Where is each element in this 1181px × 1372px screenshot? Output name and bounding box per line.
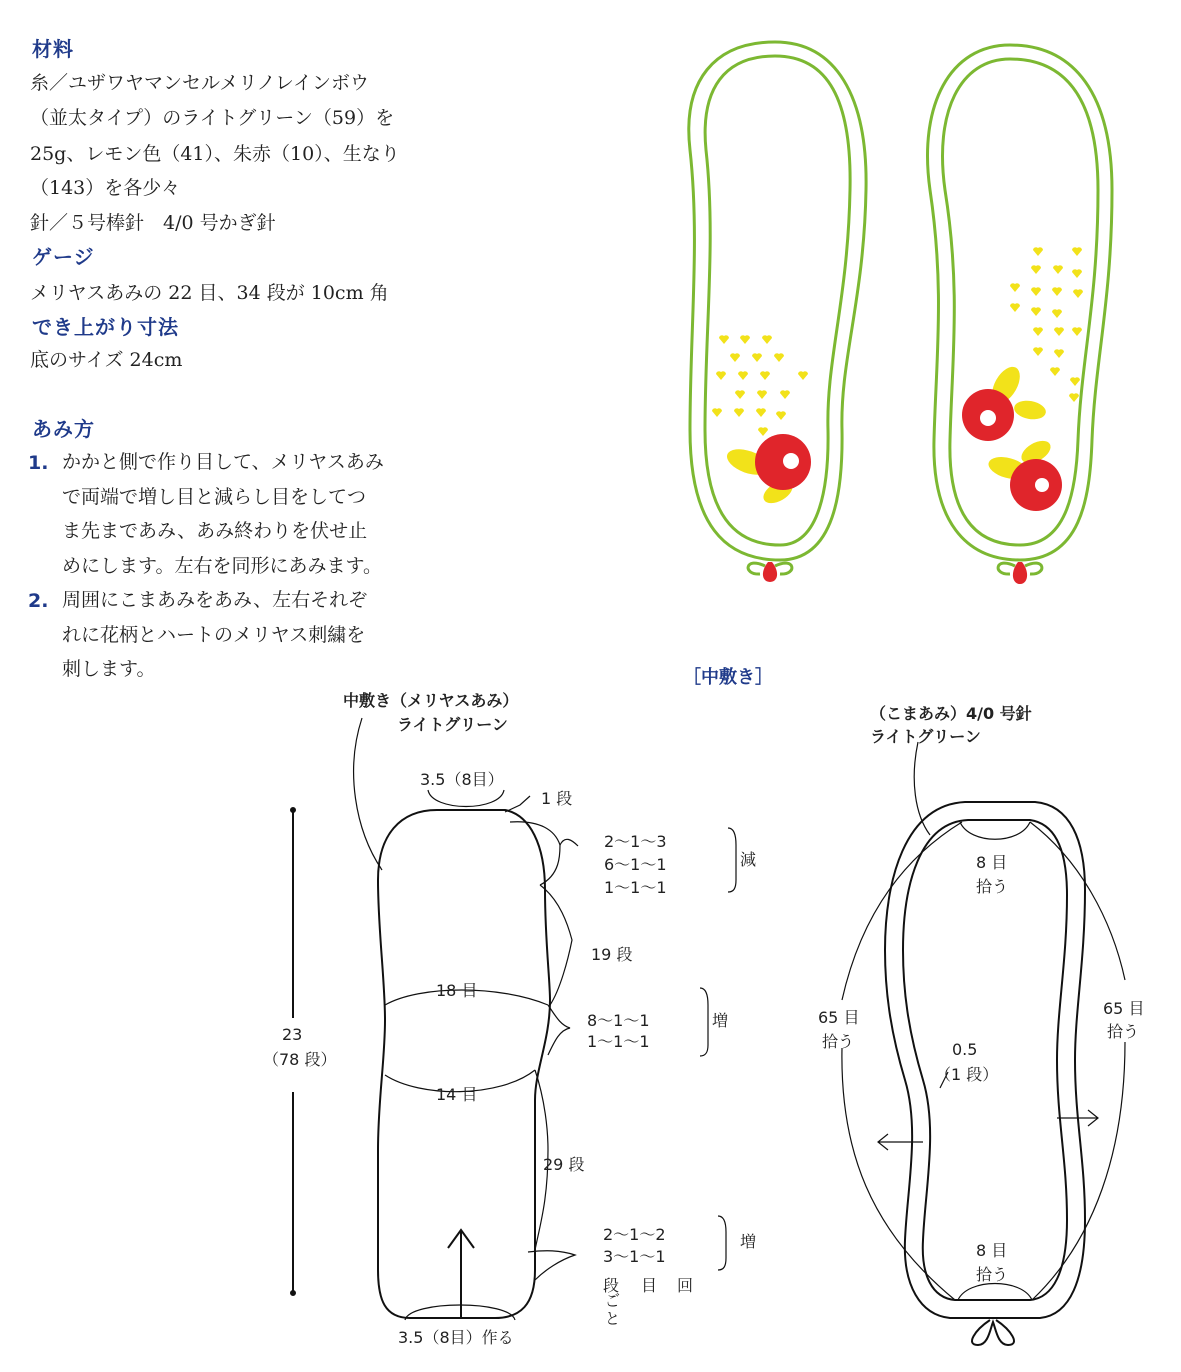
bottom-pick-label: 拾う bbox=[976, 1265, 1009, 1284]
step-line: で両端で増し目と減らし目をしてつ bbox=[62, 485, 367, 508]
step-line: ま先まであみ、あみ終わりを伏せ止 bbox=[62, 520, 368, 542]
column-header-times: 回 bbox=[677, 1276, 694, 1295]
gauge-text: メリヤスあみの 22 目、34 段が 10cm 角 bbox=[30, 282, 389, 304]
materials-line: （並太タイプ）のライトグリーン（59）を bbox=[30, 107, 395, 129]
border-callout-label: （こまあみ）4/0 号針 bbox=[870, 704, 1032, 723]
callout-label: 中敷き（メリヤスあみ） bbox=[343, 691, 519, 710]
length-rows-label: （78 段） bbox=[263, 1050, 337, 1069]
materials-line: （143）を各少々 bbox=[30, 177, 181, 199]
border-width-label: 0.5 bbox=[952, 1040, 978, 1059]
right-heart-pattern bbox=[1010, 247, 1083, 402]
top-pick-label: 拾う bbox=[976, 877, 1009, 896]
right-flower-motif bbox=[962, 362, 1062, 511]
column-header-stitches: 目 bbox=[641, 1276, 658, 1295]
increase-label: 増 bbox=[712, 1011, 729, 1030]
finished-size-text: 底のサイズ 24cm bbox=[30, 349, 183, 371]
decrease-label: 減 bbox=[740, 850, 757, 869]
yarn-color-label: ライトグリーン bbox=[397, 715, 508, 734]
step-number: 2. bbox=[28, 590, 49, 612]
finished-size-heading: でき上がり寸法 bbox=[32, 315, 179, 339]
right-pick-label: 65 目 bbox=[1103, 999, 1145, 1018]
materials-line: 糸／ユザワヤマンセルメリノレインボウ bbox=[30, 72, 369, 94]
inc-row-label: 2～1～2 bbox=[603, 1225, 666, 1244]
step-line: かかと側で作り目して、メリヤスあみ bbox=[62, 451, 384, 473]
top-pick-label: 8 目 bbox=[976, 853, 1008, 872]
dec-row-label: 6～1～1 bbox=[604, 855, 667, 874]
dec-row-label: 1～1～1 bbox=[604, 878, 667, 897]
materials-line: 針／５号棒針 4/0 号かぎ針 bbox=[30, 212, 276, 234]
knitting-chart-outline bbox=[291, 718, 736, 1320]
increase-label: 増 bbox=[740, 1232, 757, 1251]
step-line: めにします。左右を同形にあみます。 bbox=[62, 554, 382, 577]
length-label: 23 bbox=[282, 1025, 303, 1044]
step-line: 周囲にこまあみをあみ、左右それぞ bbox=[62, 589, 368, 611]
step-number: 1. bbox=[28, 452, 49, 474]
step-line: 刺します。 bbox=[62, 658, 156, 680]
right-pick-label: 拾う bbox=[1107, 1022, 1140, 1041]
left-pick-label: 65 目 bbox=[818, 1008, 860, 1027]
materials-line: 25g、レモン色（41）、朱赤（10）、生なり bbox=[30, 143, 400, 165]
top-width-label: 3.5（8目） bbox=[420, 770, 504, 789]
method-heading: あみ方 bbox=[32, 417, 95, 441]
dec-row-label: 2～1～3 bbox=[604, 832, 667, 851]
right-toe-tab bbox=[998, 562, 1042, 584]
materials-heading: 材料 bbox=[32, 37, 74, 61]
width-18-label: 18 目 bbox=[436, 981, 478, 1000]
cast-on-label: 3.5（8目）作る bbox=[398, 1328, 514, 1347]
per-label: ごと bbox=[602, 1292, 621, 1328]
left-heart-pattern bbox=[712, 335, 808, 436]
border-rows-label: （1 段） bbox=[935, 1065, 999, 1084]
left-toe-tab bbox=[748, 562, 792, 582]
diagram-title: ［中敷き］ bbox=[683, 667, 773, 688]
gauge-heading: ゲージ bbox=[32, 245, 95, 269]
bottom-pick-label: 8 目 bbox=[976, 1241, 1008, 1260]
step-line: れに花柄とハートのメリヤス刺繍を bbox=[62, 623, 366, 646]
width-14-label: 14 目 bbox=[436, 1085, 478, 1104]
inc-row-label: 3～1～1 bbox=[603, 1247, 666, 1266]
row-1-label: 1 段 bbox=[541, 789, 573, 808]
left-pick-label: 拾う bbox=[822, 1032, 855, 1051]
inc-row-label: 8～1～1 bbox=[587, 1011, 650, 1030]
inc-row-label: 1～1～1 bbox=[587, 1032, 650, 1051]
rows-29-label: 29 段 bbox=[543, 1155, 585, 1174]
rows-19-label: 19 段 bbox=[591, 945, 633, 964]
column-header-rows: 段 bbox=[603, 1276, 620, 1295]
left-flower-motif bbox=[724, 434, 811, 508]
border-color-label: ライトグリーン bbox=[870, 727, 981, 746]
